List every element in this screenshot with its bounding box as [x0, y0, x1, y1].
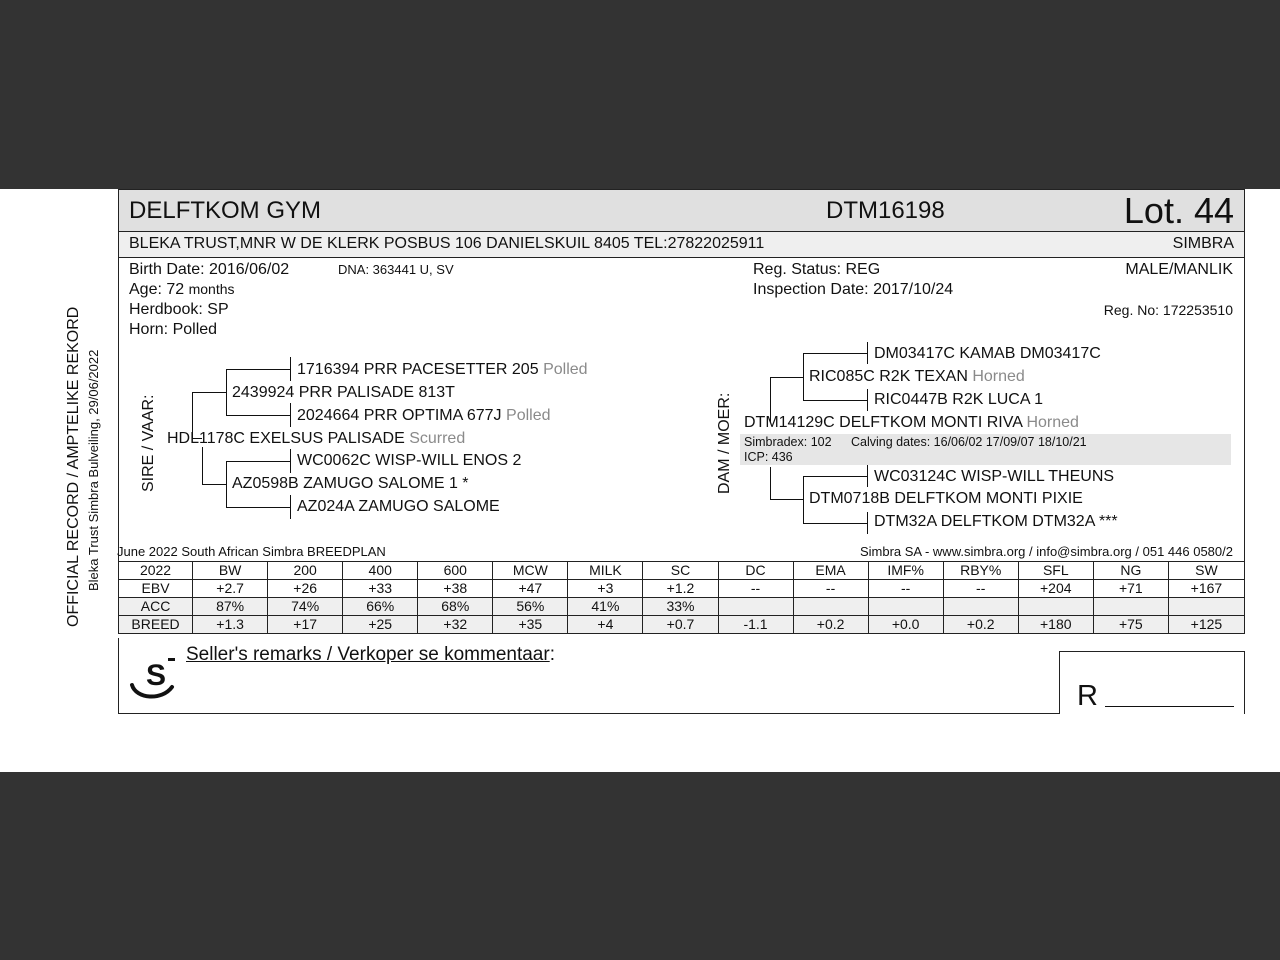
ebv-cell: --	[718, 580, 793, 598]
lot-number: Lot. 44	[1123, 190, 1234, 231]
breed-cell: +25	[343, 616, 418, 634]
sire-sire: 2439924 PRR PALISADE 813T	[232, 384, 455, 401]
breed-cell: +180	[1018, 616, 1093, 634]
herdbook: Herdbook: SP	[129, 301, 229, 318]
table-row-acc	[119, 598, 1245, 616]
sire-sire-sire: 1716394 PRR PACESETTER 205 Polled	[297, 361, 588, 378]
age-value: Age: 72	[129, 281, 185, 298]
age-unit: months	[188, 281, 235, 297]
header-cell: RBY%	[943, 562, 1018, 580]
header-cell: EMA	[793, 562, 868, 580]
breed-cell: +17	[268, 616, 343, 634]
header-cell: 600	[418, 562, 493, 580]
dna-info: DNA: 363441 U, SV	[338, 262, 454, 277]
header-cell: MILK	[568, 562, 643, 580]
dam-dam-sire: WC03124C WISP-WILL THEUNS	[874, 468, 1115, 485]
header-cell: SC	[643, 562, 718, 580]
acc-cell: 87%	[193, 598, 268, 616]
header-cell: 200	[268, 562, 343, 580]
acc-cell: 68%	[418, 598, 493, 616]
sire-sire-dam: 2024664 PRR OPTIMA 677J Polled	[297, 407, 551, 424]
breed-cell: +125	[1168, 616, 1244, 634]
ebv-cell: +38	[418, 580, 493, 598]
ebv-cell: +26	[268, 580, 343, 598]
dam-dam-dam: DTM32A DELFTKOM DTM32A ***	[874, 513, 1118, 530]
animal-header	[118, 189, 1245, 232]
dam-sire-dam: RIC0447B R2K LUCA 1	[874, 391, 1043, 408]
header-cell: DC	[718, 562, 793, 580]
acc-cell: 74%	[268, 598, 343, 616]
acc-cell	[718, 598, 793, 616]
table-row-breed	[119, 616, 1245, 634]
auction-label: Bleka Trust Simbra Bulveiling, 29/06/2022	[86, 349, 101, 591]
ebv-cell: +1.2	[643, 580, 718, 598]
breed-cell: +4	[568, 616, 643, 634]
acc-cell: 33%	[643, 598, 718, 616]
contact-note: Simbra SA - www.simbra.org / info@simbra.org / 051 446 0580/2	[859, 544, 1233, 559]
ebv-cell: +2.7	[193, 580, 268, 598]
breed-cell: -1.1	[718, 616, 793, 634]
age	[129, 281, 235, 299]
ebv-cell: +3	[568, 580, 643, 598]
sire-label: SIRE / VAAR:	[140, 394, 157, 492]
lot-card	[0, 189, 1280, 772]
acc-cell	[1093, 598, 1168, 616]
acc-cell	[1018, 598, 1093, 616]
header-cell: BW	[193, 562, 268, 580]
remarks-label: Seller's remarks / Verkoper se kommentaar:	[186, 644, 555, 665]
acc-cell	[793, 598, 868, 616]
ebv-cell: +204	[1018, 580, 1093, 598]
animal-id: DTM16198	[826, 197, 945, 224]
table-header-row	[119, 562, 1245, 580]
breed-cell: BREED	[119, 616, 193, 634]
sire-dam-dam: AZ024A ZAMUGO SALOME	[297, 498, 500, 515]
breed-cell: +32	[418, 616, 493, 634]
acc-cell: ACC	[119, 598, 193, 616]
ebv-cell: +71	[1093, 580, 1168, 598]
simbradex: Simbradex: 102	[744, 435, 832, 449]
sire-dam-sire: WC0062C WISP-WILL ENOS 2	[297, 452, 522, 469]
breed-cell: +75	[1093, 616, 1168, 634]
acc-cell	[868, 598, 943, 616]
calving-dates: Calving dates: 16/06/02 17/09/07 18/10/21	[851, 435, 1087, 449]
acc-cell: 41%	[568, 598, 643, 616]
dam-sire: RIC085C R2K TEXAN Horned	[809, 368, 1025, 385]
breed-cell: +35	[493, 616, 568, 634]
inspection-date: Inspection Date: 2017/10/24	[753, 281, 954, 298]
sire-name: HDL1178C EXELSUS PALISADE Scurred	[167, 430, 466, 447]
dam-label: DAM / MOER:	[716, 392, 733, 494]
ebv-table	[118, 561, 1245, 634]
currency-label: R	[1077, 680, 1098, 712]
header-cell: SFL	[1018, 562, 1093, 580]
breed-cell: +0.2	[793, 616, 868, 634]
sex: MALE/MANLIK	[1125, 261, 1233, 278]
breed-cell: +1.3	[193, 616, 268, 634]
ebv-cell: --	[868, 580, 943, 598]
dam-name: DTM14129C DELFTKOM MONTI RIVA Horned	[744, 414, 1079, 431]
breed-cell: +0.2	[943, 616, 1018, 634]
breed-label: SIMBRA	[1172, 235, 1234, 252]
reg-status: Reg. Status: REG	[753, 261, 881, 278]
simbra-logo-icon	[128, 651, 184, 708]
acc-cell: 56%	[493, 598, 568, 616]
owner-line: BLEKA TRUST,MNR W DE KLERK POSBUS 106 DANIELSKUIL 8405 TEL:27822025911	[129, 235, 765, 252]
header-cell: SW	[1168, 562, 1244, 580]
icp: ICP: 436	[744, 450, 793, 464]
header-cell: MCW	[493, 562, 568, 580]
header-cell: NG	[1093, 562, 1168, 580]
breed-cell: +0.0	[868, 616, 943, 634]
svg-text:S: S	[146, 659, 167, 692]
birth-date: Birth Date: 2016/06/02	[129, 261, 290, 278]
price-line	[1105, 706, 1234, 707]
ebv-cell: +167	[1168, 580, 1244, 598]
header-cell: IMF%	[868, 562, 943, 580]
official-record-label: OFFICIAL RECORD / AMPTELIKE REKORD	[65, 306, 82, 627]
acc-cell: 66%	[343, 598, 418, 616]
ebv-cell: EBV	[119, 580, 193, 598]
dam-sire-sire: DM03417C KAMAB DM03417C	[874, 345, 1101, 362]
animal-name: DELFTKOM GYM	[129, 197, 322, 224]
table-row-ebv	[119, 580, 1245, 598]
breed-cell: +0.7	[643, 616, 718, 634]
ebv-cell: --	[793, 580, 868, 598]
acc-cell	[1168, 598, 1244, 616]
header-cell: 2022	[119, 562, 193, 580]
header-cell: 400	[343, 562, 418, 580]
sire-dam: AZ0598B ZAMUGO SALOME 1 *	[232, 475, 469, 492]
owner-bar	[118, 232, 1245, 258]
ebv-cell: --	[943, 580, 1018, 598]
ebv-cell: +33	[343, 580, 418, 598]
acc-cell	[943, 598, 1018, 616]
reg-number: Reg. No: 172253510	[1103, 302, 1233, 318]
breedplan-note: June 2022 South African Simbra BREEDPLAN	[117, 544, 386, 559]
dam-dam: DTM0718B DELFTKOM MONTI PIXIE	[809, 490, 1083, 507]
horn-status: Horn: Polled	[129, 321, 218, 338]
ebv-cell: +47	[493, 580, 568, 598]
